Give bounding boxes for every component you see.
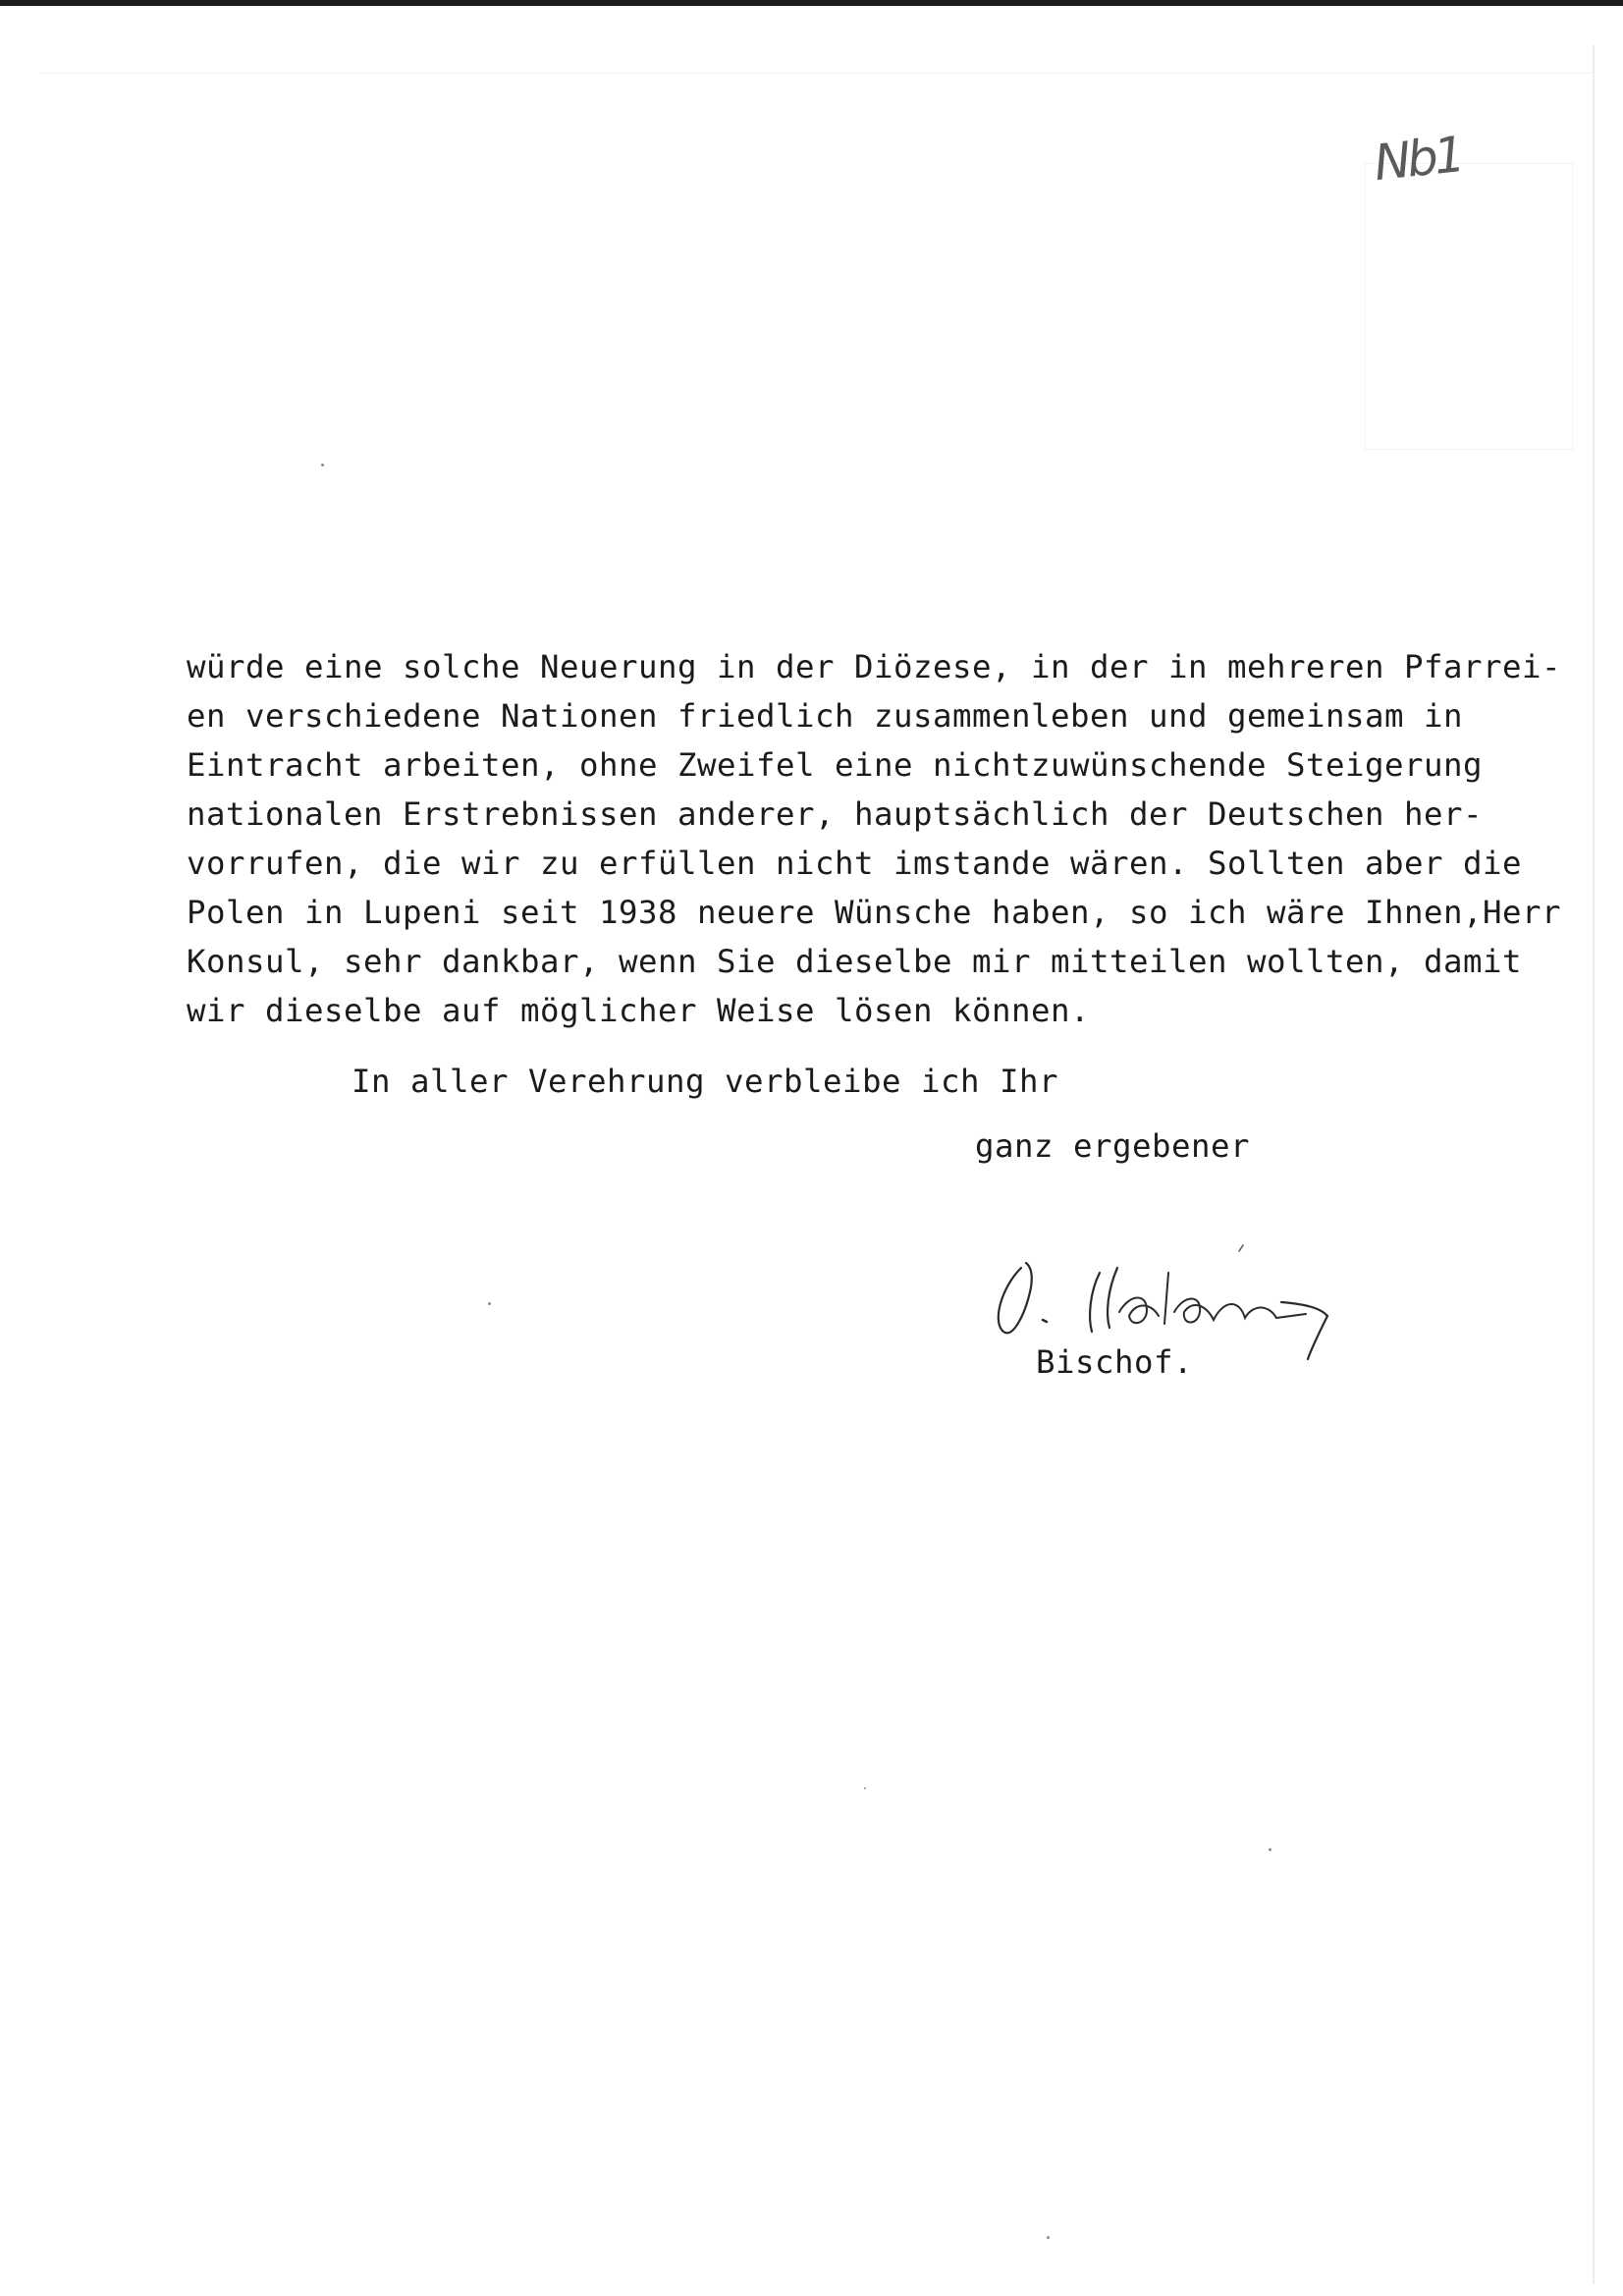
scan-speck xyxy=(488,1302,491,1305)
body-line: würde eine solche Neuerung in der Diözese, in der in mehreren Pfarrei- xyxy=(187,648,1562,685)
scan-speck xyxy=(321,464,324,466)
regards-line: ganz ergebener xyxy=(975,1127,1251,1165)
sheet-edge-top xyxy=(39,73,1595,74)
scan-speck xyxy=(1269,1848,1271,1851)
closing-line: In aller Verehrung verbleibe ich Ihr xyxy=(352,1063,1059,1100)
letter-page xyxy=(0,6,1623,2296)
body-line: Konsul, sehr dankbar, wenn Sie dieselbe mir mitteilen wollten, damit xyxy=(187,943,1523,980)
body-line: en verschiedene Nationen friedlich zusammenleben und gemeinsam in xyxy=(187,697,1464,735)
body-line: Eintracht arbeiten, ohne Zweifel eine nichtzuwünschende Steigerung xyxy=(187,746,1484,784)
faint-show-through xyxy=(1365,163,1573,450)
sheet-edge-right xyxy=(1593,45,1595,2284)
scan-speck xyxy=(864,1787,866,1789)
archive-mark: Nb1 xyxy=(1371,126,1465,192)
letter-body xyxy=(187,642,1581,1035)
signatory-title: Bischof. xyxy=(1036,1343,1194,1381)
scan-speck xyxy=(1047,2236,1050,2239)
handwritten-signature xyxy=(982,1233,1375,1361)
body-line: wir dieselbe auf möglicher Weise lösen können. xyxy=(187,992,1091,1029)
body-line: nationalen Erstrebnissen anderer, hauptsächlich der Deutschen her- xyxy=(187,795,1484,833)
body-line: Polen in Lupeni seit 1938 neuere Wünsche haben, so ich wäre Ihnen,Herr xyxy=(187,894,1562,931)
body-line: vorrufen, die wir zu erfüllen nicht imstande wären. Sollten aber die xyxy=(187,845,1523,882)
